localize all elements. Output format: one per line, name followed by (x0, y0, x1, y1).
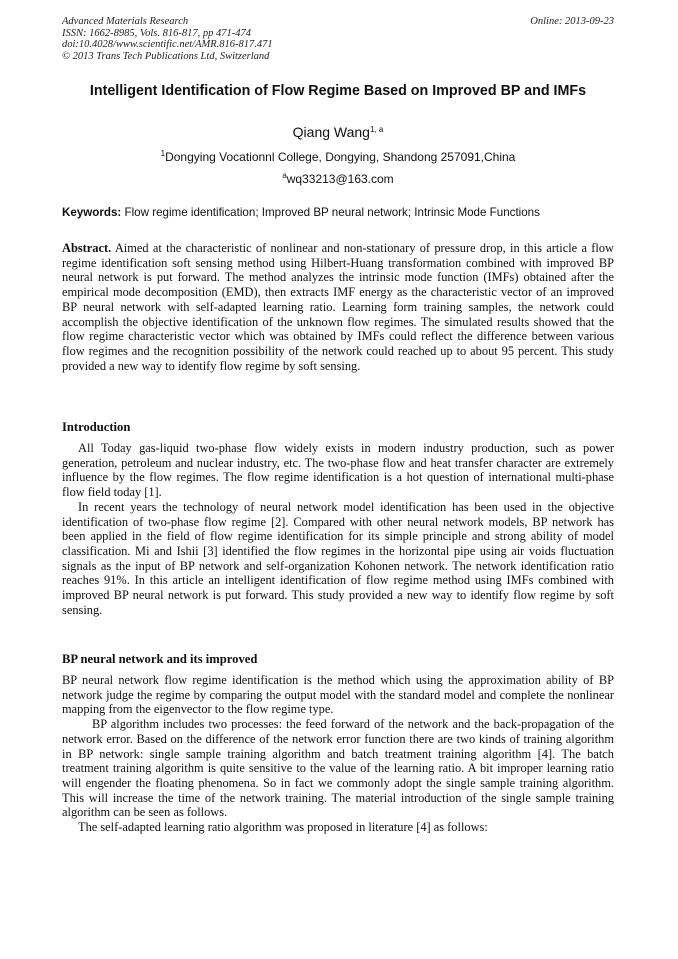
issn-line: ISSN: 1662-8985, Vols. 816-817, pp 471-474 (62, 27, 251, 39)
bp-paragraph-3: The self-adapted learning ratio algorithm was proposed in literature [4] as follows: (78, 820, 488, 835)
journal-name: Advanced Materials Research (62, 16, 189, 27)
abstract-text: Aimed at the characteristic of nonlinear and non-stationary of pressure drop, in this article a flow regime identification soft sensing method using Hilbert-Huang transformation combined with improved BP neural network is put forward. The method analyzes the intrinsic mode function (IMFs) obtained after the empirical mode decomposition (EMD), then extracts IMF energy as the characteristic vector of an improved BP neural network with self-adapted learning ratio. Learning form training samples, the network could accomplish the objective identification of the unknown flow regimes. The simulated results showed that the flow regime characteristic vector which was obtained by IMFs could reflect the difference between various flow regimes and the recognition possibility of the network could reached up to about 95 percent. This study provided a new way to identify flow regime by soft sensing. (62, 241, 614, 373)
journal-header (62, 16, 273, 62)
keywords-line (62, 206, 614, 220)
online-date: Online: 2013-09-23 (530, 16, 614, 27)
affiliation-line (62, 150, 614, 164)
paper-title: Intelligent Identification of Flow Regime Based on Improved BP and IMFs (89, 83, 587, 99)
author-name: Qiang Wang (292, 124, 370, 140)
email-address: wq33213@163.com (286, 172, 394, 186)
abstract-label: Abstract. (62, 241, 112, 255)
introduction-paragraph-2: In recent years the technology of neural network model identification has been used in the objective identification of two-phase flow regime [2]. Compared with other neural network models, BP network has been applied in the field of flow regime identification for its simple principle and strong ability of model classification. Mi and Ishii [3] identified the flow regimes in the horizontal pipe using air voids fluctuation signals as the input of BP network and self-organization Kohonen network. The network identification ratio reaches 91%. In this article an intelligent identification of flow regime method using IMFs combined with improved BP neural network is put forward. This study provided a new way to identify flow regime by soft sensing. (62, 499, 614, 617)
email-line (62, 172, 614, 186)
author-superscript: 1, a (369, 125, 384, 134)
bp-paragraph-2: BP algorithm includes two processes: the feed forward of the network and the back-propagation of the network error. Based on the difference of the network error function there are two kinds of training algorithm in BP network: single sample training algorithm and batch treatment training algorithm [4]. The batch treatment training algorithm is quite sensitive to the value of the learning ratio. A bit improper learning ratio will engender the floating phenomena. So in fact we commonly adopt the single sample training algorithm. This will increase the time of the network training. The material introduction of the single sample training algorithm can be seen as follows. (62, 717, 614, 820)
copyright-line: © 2013 Trans Tech Publications Ltd, Switzerland (62, 50, 270, 62)
abstract (62, 241, 614, 373)
affiliation-superscript: 1 (160, 149, 166, 158)
bp-section-heading: BP neural network and its improved (62, 652, 258, 666)
affiliation-text: Dongying Vocationnl College, Dongying, Shandong 257091,China (165, 150, 516, 164)
keywords-label: Keywords: (62, 206, 122, 219)
email-superscript: a (282, 171, 287, 180)
introduction-body (62, 441, 614, 617)
introduction-paragraph-1: All Today gas-liquid two-phase flow widely exists in modern industry production, such as power generation, petroleum and nuclear industry, etc. The two-phase flow and heat transfer character are extremely influence by the flow regimes. The flow regime identification is a hot question of international multi-phase flow field today [1]. (62, 441, 614, 500)
bp-paragraph-1: BP neural network flow regime identification is the method which using the approximation ability of BP network judge the regime by comparing the output model with the standard model and complete the nonlinear mapping from the eigenvector to the flow regime type. (62, 673, 614, 717)
keywords-text: Flow regime identification; Improved BP neural network; Intrinsic Mode Functions (124, 206, 540, 219)
author-line (62, 124, 614, 140)
doi-line: doi:10.4028/www.scientific.net/AMR.816-817.471 (62, 39, 273, 51)
bp-section-body (62, 673, 614, 835)
introduction-heading: Introduction (62, 420, 131, 434)
